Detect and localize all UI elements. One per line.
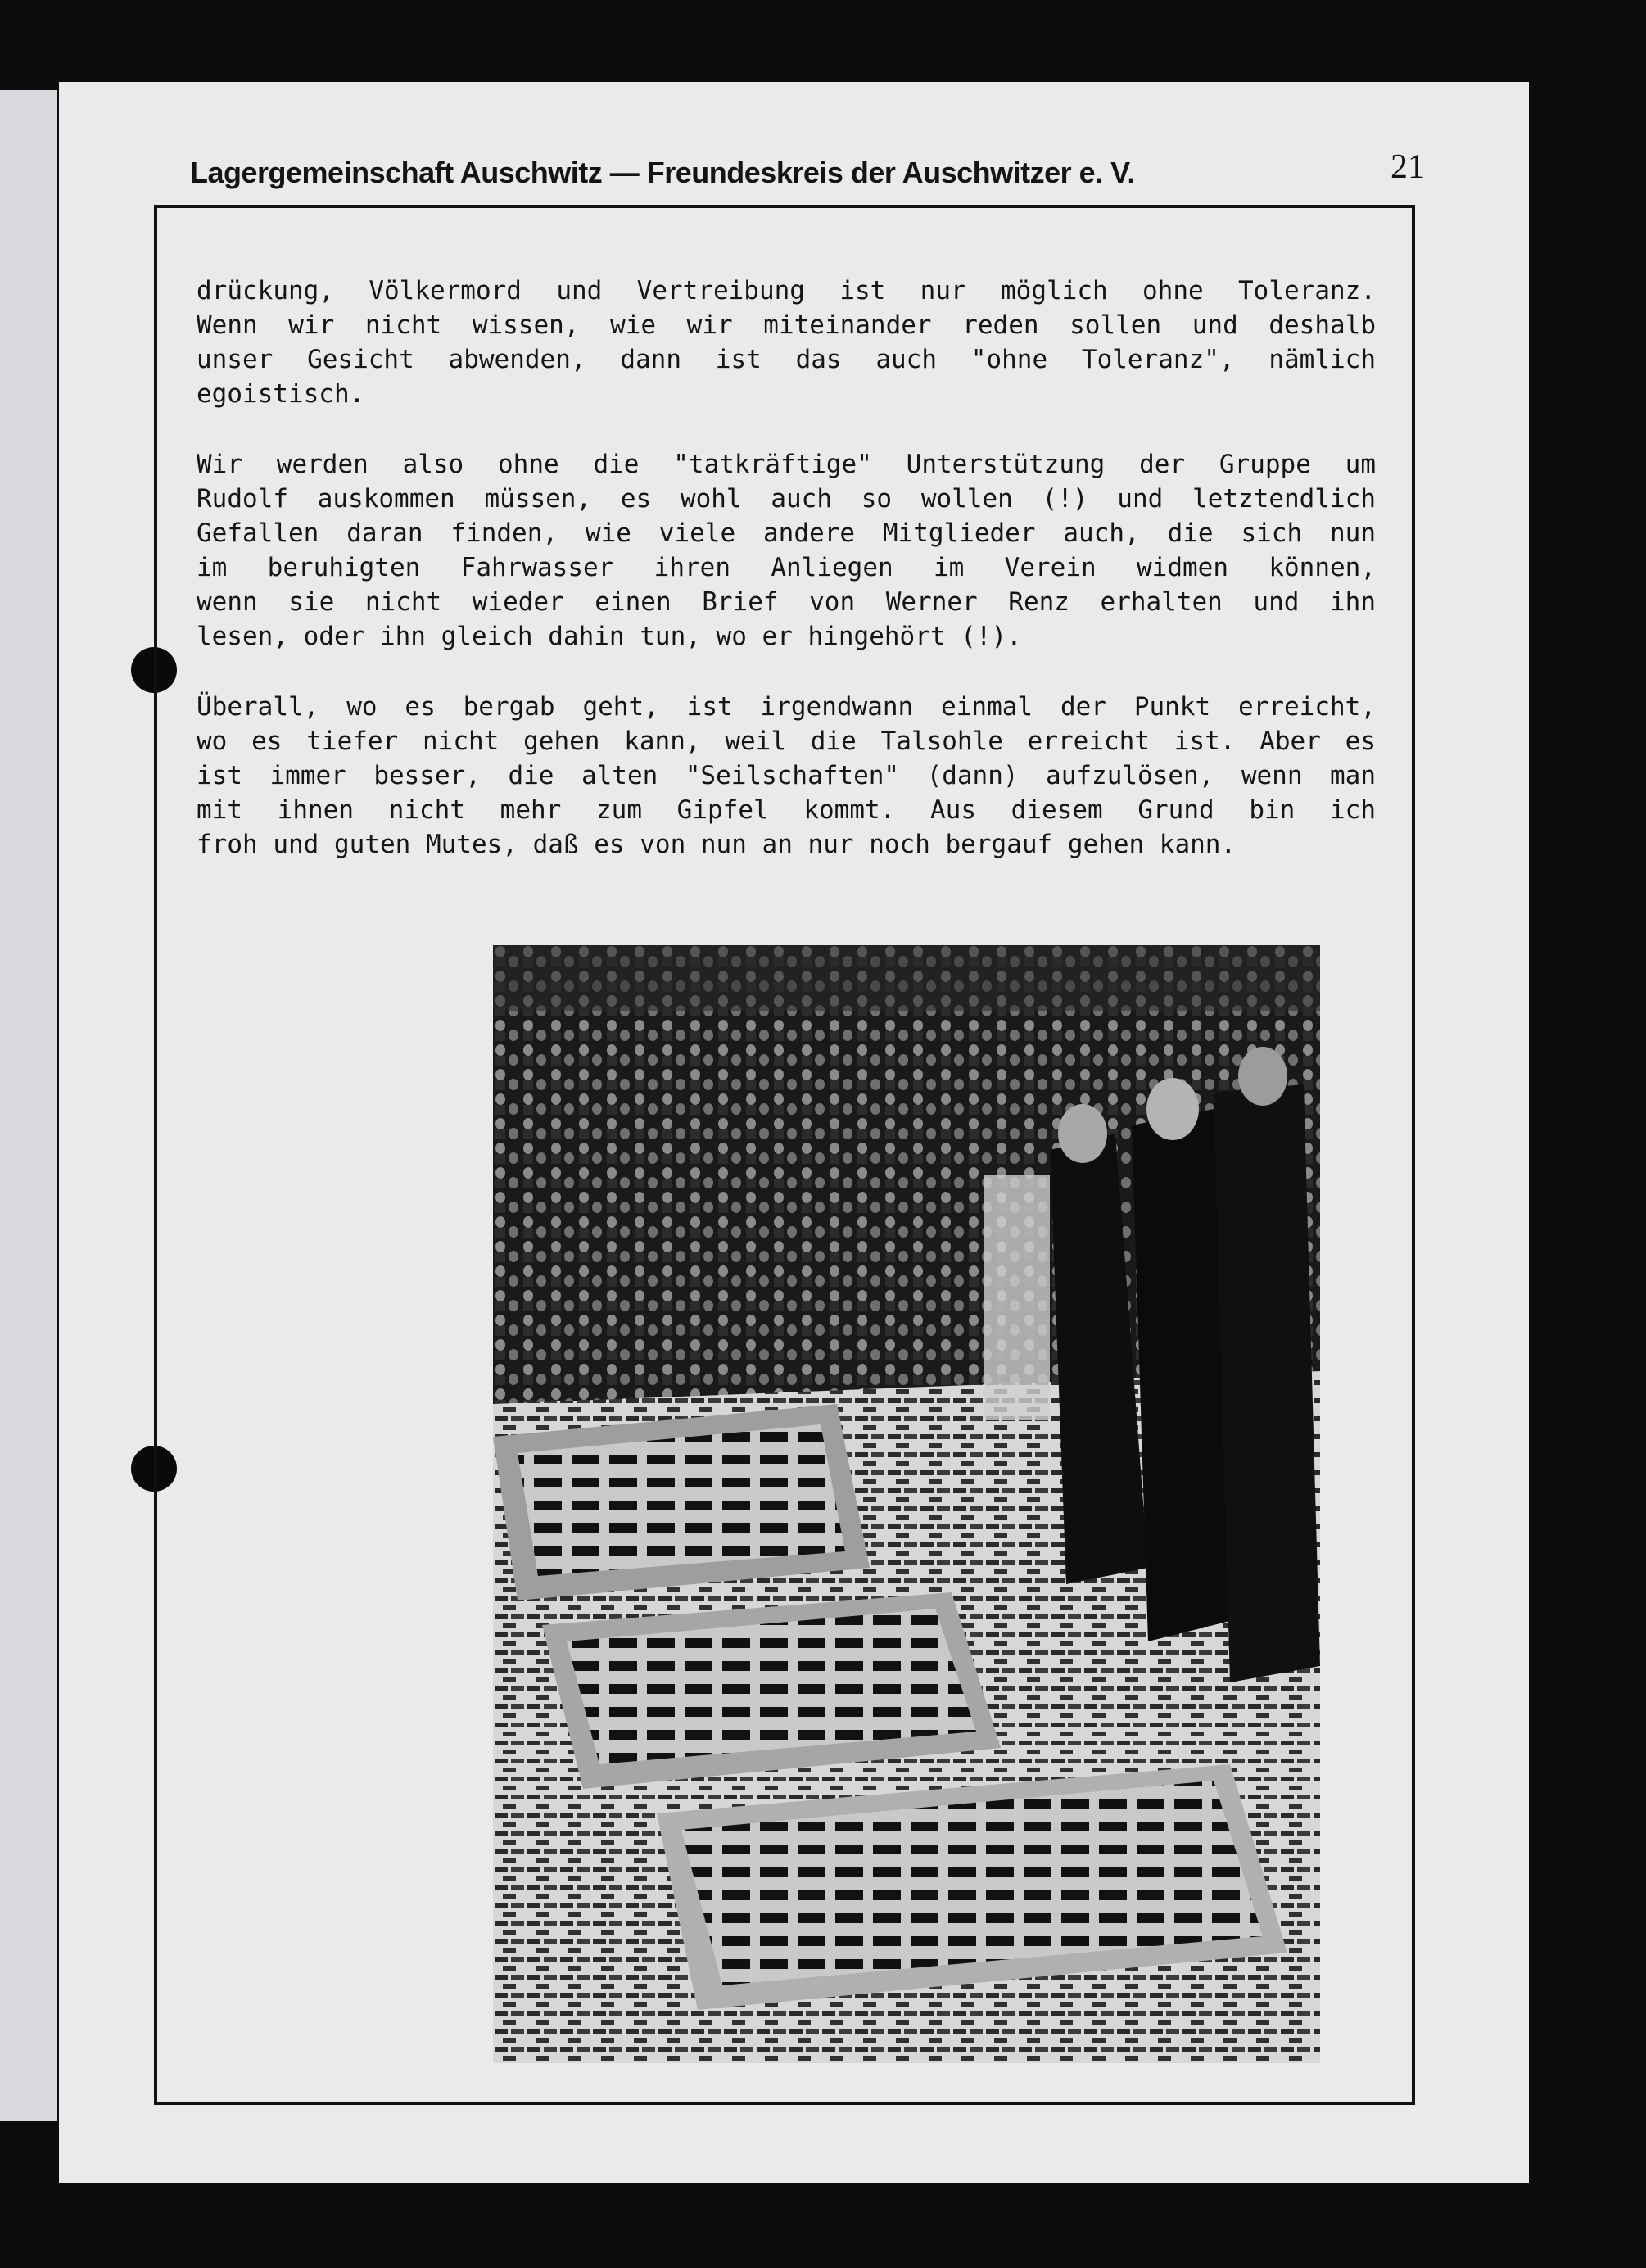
paragraph-2: [197, 447, 1376, 654]
content-frame: [154, 205, 1415, 2105]
text-line: wenn sie nicht wieder einen Brief von Werner Renz erhalten und ihn: [197, 587, 1376, 617]
text-line: unser Gesicht abwenden, dann ist das auch "ohne Toleranz", nämlich: [197, 345, 1376, 374]
text-line: Wenn wir nicht wissen, wie wir miteinander reden sollen und deshalb: [197, 310, 1376, 340]
text-line: froh und guten Mutes, daß es von nun an nur noch bergauf gehen kann.: [197, 830, 1237, 859]
text-line: mit ihnen nicht mehr zum Gipfel kommt. Aus diesem Grund bin ich: [197, 795, 1376, 825]
photo-image: [493, 945, 1320, 2063]
text-line: lesen, oder ihn gleich dahin tun, wo er hingehört (!).: [197, 622, 1022, 651]
ceremony-photo: [493, 945, 1320, 2063]
paragraph-1: [197, 274, 1376, 411]
text-line: Gefallen daran finden, wie viele andere Mitglieder auch, die sich nun: [197, 518, 1376, 548]
running-header: Lagergemeinschaft Auschwitz — Freundeskreis der Auschwitzer e. V.: [190, 156, 1135, 189]
text-line: Rudolf auskommen müssen, es wohl auch so wollen (!) und letztendlich: [197, 484, 1376, 514]
text-line: Überall, wo es bergab geht, ist irgendwann einmal der Punkt erreicht,: [197, 692, 1376, 722]
text-line: Wir werden also ohne die "tatkräftige" Unterstützung der Gruppe um: [197, 450, 1376, 479]
paragraph-3: [197, 690, 1376, 862]
page-number: 21: [1391, 148, 1425, 186]
adjacent-page-edge: [0, 90, 57, 2121]
text-line: im beruhigten Fahrwasser ihren Anliegen im Verein widmen können,: [197, 553, 1376, 582]
text-line: ist immer besser, die alten "Seilschaften" (dann) aufzulösen, wenn man: [197, 761, 1376, 790]
text-line: drückung, Völkermord und Vertreibung ist nur möglich ohne Toleranz.: [197, 276, 1376, 306]
text-line: egoistisch.: [197, 379, 365, 409]
text-line: wo es tiefer nicht gehen kann, weil die Talsohle erreicht ist. Aber es: [197, 727, 1376, 756]
